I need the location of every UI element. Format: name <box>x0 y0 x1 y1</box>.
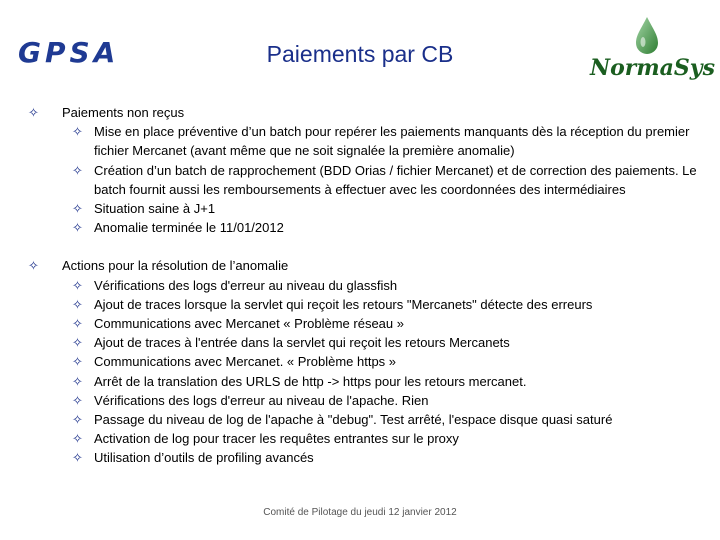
gpsa-logo: GPSA <box>18 36 120 69</box>
list-item <box>28 295 708 314</box>
list-item <box>28 429 708 448</box>
list-item <box>28 410 708 429</box>
list-item <box>28 161 708 199</box>
list-item-text: Arrêt de la translation des URLS de http -> https pour les retours mercanet. <box>94 373 527 389</box>
list-item <box>28 352 708 371</box>
footer-text: Comité de Pilotage du jeudi 12 janvier 2012 <box>263 507 457 518</box>
star-bullet-icon: ✧ <box>72 373 83 389</box>
normasys-logo <box>590 15 715 85</box>
star-bullet-icon: ✧ <box>28 105 39 120</box>
list-item-text: Utilisation d’outils de profiling avancés <box>94 450 314 466</box>
list-item-text: Vérifications des logs d'erreur au niveau du glassfish <box>94 277 398 293</box>
star-bullet-icon: ✧ <box>72 412 83 428</box>
list-item-text: Ajout de traces à l'entrée dans la servlet qui reçoit les retours Mercanets <box>94 335 510 351</box>
section-heading <box>28 103 708 122</box>
list-item-text: Situation saine à J+1 <box>94 201 216 217</box>
list-item-text: Communications avec Mercanet « Problème réseau » <box>94 316 404 332</box>
list-item-text: Mise en place préventive d’un batch pour repérer les paiements manquants dès la réception du premier fichier Mercanet (avant même que ne soit signalée la première anomalie) <box>94 124 690 159</box>
star-bullet-icon: ✧ <box>72 220 83 236</box>
star-bullet-icon: ✧ <box>72 450 83 466</box>
list-item <box>28 122 708 160</box>
list-item <box>28 199 708 218</box>
star-bullet-icon: ✧ <box>72 277 83 293</box>
star-bullet-icon: ✧ <box>72 392 83 408</box>
star-bullet-icon: ✧ <box>28 258 39 274</box>
list-item-text: Ajout de traces lorsque la servlet qui reçoit les retours "Mercanets" détecte des erreurs <box>94 296 593 312</box>
list-item <box>28 333 708 352</box>
list-item-text: Vérifications des logs d'erreur au niveau de l'apache. Rien <box>94 392 429 408</box>
list-item <box>28 372 708 391</box>
list-item-text: Activation de log pour tracer les requêtes entrantes sur le proxy <box>94 431 459 447</box>
normasys-wordmark: NormaSys <box>590 55 715 81</box>
star-bullet-icon: ✧ <box>72 335 83 351</box>
star-bullet-icon: ✧ <box>72 296 83 312</box>
list-item-text: Anomalie terminée le 11/01/2012 <box>94 220 284 236</box>
list-item <box>28 448 708 467</box>
list-item-text: Communications avec Mercanet. « Problème https » <box>94 354 397 370</box>
list-item <box>28 218 708 237</box>
droplet-icon <box>632 15 662 57</box>
slide-content <box>28 103 708 468</box>
star-bullet-icon: ✧ <box>72 124 83 140</box>
section-heading-text: Paiements non reçus <box>62 105 185 120</box>
star-bullet-icon: ✧ <box>72 431 83 447</box>
section-heading <box>28 256 708 275</box>
section-heading-text: Actions pour la résolution de l’anomalie <box>62 258 289 274</box>
list-item-text: Création d’un batch de rapprochement (BDD Orias / fichier Mercanet) et de correction des paiements. Le batch fournit aussi les remboursements à effectuer avec les coordonnées des intermédiaires <box>94 162 697 197</box>
list-item <box>28 314 708 333</box>
list-item <box>28 276 708 295</box>
star-bullet-icon: ✧ <box>72 316 83 332</box>
page-title: Paiements par CB <box>266 41 454 67</box>
list-item-text: Passage du niveau de log de l'apache à "debug". Test arrêté, l'espace disque quasi saturé <box>94 412 613 428</box>
section-gap <box>28 237 708 256</box>
star-bullet-icon: ✧ <box>72 162 83 178</box>
list-item <box>28 391 708 410</box>
star-bullet-icon: ✧ <box>72 354 83 370</box>
star-bullet-icon: ✧ <box>72 201 83 217</box>
